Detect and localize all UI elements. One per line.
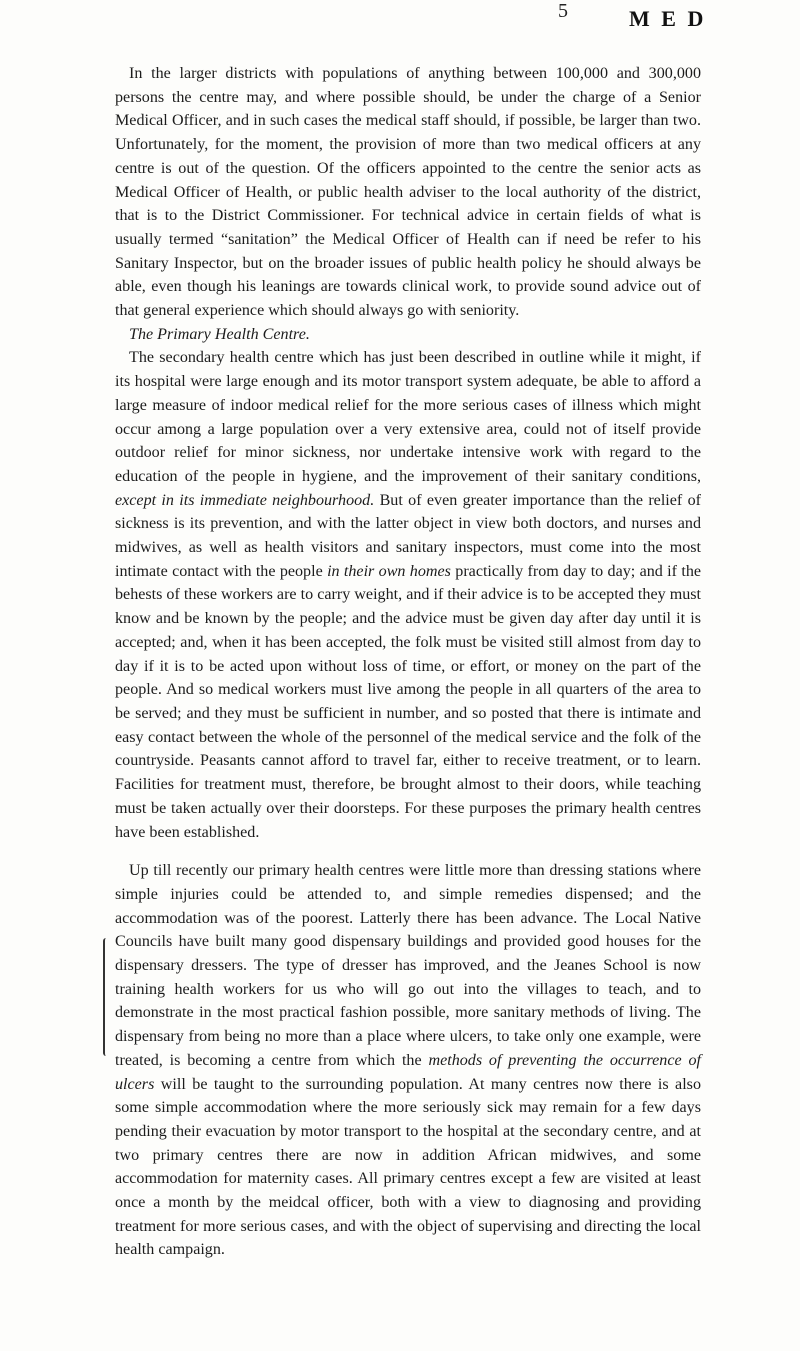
paragraph-3 [115,859,701,1262]
paragraph-3-emphasis: methods of preventing the occurrence of ulcers [115,1051,701,1093]
body-text [115,62,701,1262]
paragraph-2-text-b: But of even greater importance than the relief of sickness is its prevention, and with the latter object in view both doctors, and nurses and midwives, as well as health visitors and sanitary inspectors, must come into the most intimate contact with the people [115,491,702,580]
page-number: 5 [558,0,568,22]
paragraph-2 [115,346,701,844]
paragraph-2-text-c: practically from day to day; and if the behests of these workers are to carry weight, and if their advice is to be accepted they must know and be known by the people; and the advice must be given day after day until it is accepted; and, when it has been accepted, the folk must be visited still almost from day to day if it is to be acted upon without loss of time, or effort, or money on the part of the people. And so medical workers must live among the people in all quarters of the area to be served; and they must be sufficient in number, and so posted that there is intimate and easy contact between the whole of the personnel of the medical service and the folk of the countryside. Peasants cannot afford to travel far, either to receive treatment, or to learn. Facilities for treatment must, therefore, be brought almost to their doors, while teaching must be taken actually over their doorsteps. For these purposes the primary health centres have been established. [115,562,702,841]
paragraph-3-text-b: will be taught to the surrounding population. At many centres now there is also some simple accommodation where the more seriously sick may remain for a few days pending their evacuation by motor transport to the hospital at the secondary centre, and at two primary centres there are now in addition African midwives, and some accommodation for maternity cases. All primary centres except a few are visited at least once a month by the meidcal officer, both with a view to diagnosing and providing treatment for more serious cases, and with the object of supervising and directing the local health campaign. [115,1075,701,1259]
paragraph-2-emphasis-2: in their own homes [327,562,451,580]
running-head: M E D [629,6,707,31]
section-heading: The Primary Health Centre. [129,325,310,343]
paragraph-2-emphasis-1: except in its immediate neighbourhood. [115,491,375,509]
paragraph-3-text-a: Up till recently our primary health centres were little more than dressing stations where simple injuries could be attended to, and simple remedies dispensed; and the accommodation was of the poorest. Latterly there has been advance. The Local Native Councils have built many good dispensary buildings and provided good houses for the dispensary dressers. The type of dresser has improved, and the Jeanes School is now training health workers for us who will go out into the villages to teach, and to demonstrate in the most practical fashion possible, more sanitary methods of living. The dispensary from being no more than a place where ulcers, to take only one example, were treated, is becoming a centre from which the [115,862,701,1069]
paragraph-1: In the larger districts with populations of anything between 100,000 and 300,000 persons the centre may, and where possible should, be under the charge of a Senior Medical Officer, and in such cases the medical staff should, if possible, be larger than two. Unfortunately, for the moment, the provision of more than two medical officers at any centre is out of the question. Of the officers appointed to the centre the senior acts as Medical Officer of Health, or public health adviser to the local authority of the district, that is to the District Commissioner. For technical advice in certain fields of what is usually termed “sanitation” the Medical Officer of Health can if need be refer to his Sanitary Inspector, but on the broader issues of public health policy he should always be able, even though his leanings are towards clinical work, to provide sound advice out of that general experience which should always go with seniority. [115,65,701,320]
paragraph-2-text-a: The secondary health centre which has just been described in outline while it might, if its hospital were large enough and its motor transport system adequate, be able to afford a large measure of indoor medical relief for the more serious cases of illness which might occur among a large population over a very extensive area, could not of itself provide outdoor relief for minor sickness, nor undertake intensive work with regard to the education of the people in hygiene, and the improvement of their sanitary conditions, [115,349,701,485]
margin-bracket [103,938,111,1056]
